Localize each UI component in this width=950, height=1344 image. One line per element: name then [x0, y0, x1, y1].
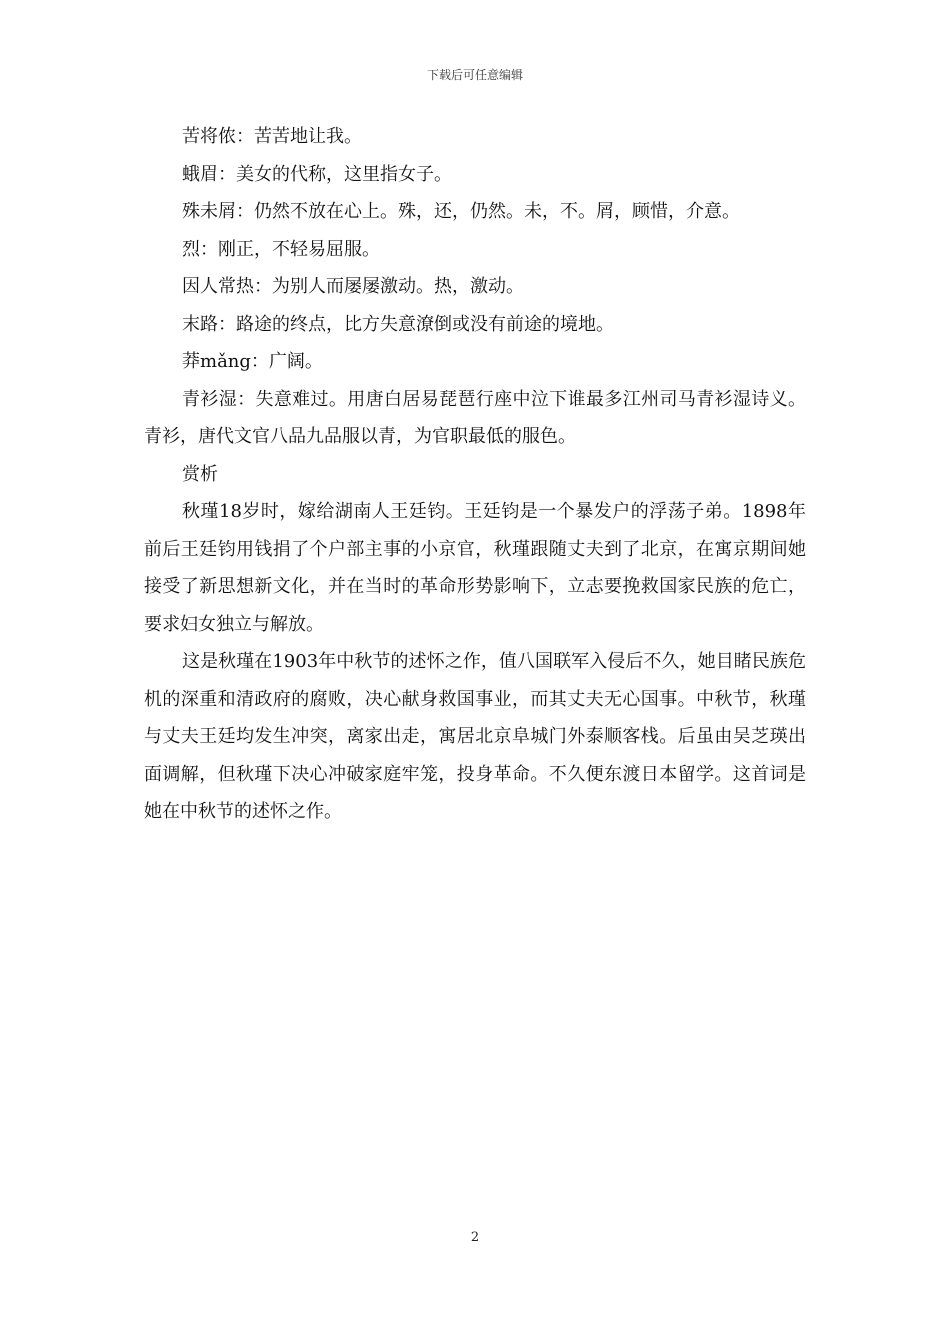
note-item: 莽mǎng：广阔。	[182, 351, 323, 372]
note-item: 蛾眉：美女的代称，这里指女子。	[182, 163, 452, 185]
note-item: 青衫湿：失意难过。用唐白居易琵琶行座中泣下谁最多江州司马青衫湿诗义。青衫，唐代文官八品九品服以青，为官职最低的服色。	[144, 388, 806, 447]
page-number: 2	[470, 1230, 480, 1245]
note-item: 殊未屑：仍然不放在心上。殊，还，仍然。未，不。屑，顾惜，介意。	[182, 201, 740, 222]
note-item: 烈：刚正，不轻易屈服。	[182, 238, 380, 260]
note-item: 苦将侬：苦苦地让我。	[182, 126, 362, 147]
page-header: 下载后可任意编辑	[426, 68, 523, 82]
analysis-paragraph: 秋瑾18岁时，嫁给湖南人王廷钧。王廷钧是一个暴发户的浮荡子弟。1898年前后王廷钧用钱捐了个户部主事的小京官，秋瑾跟随丈夫到了北京，在寓京期间她接受了新思想新文化，并在当时的革命形势影响下，立志要挽救国家民族的危亡，要求妇女独立与解放。	[144, 501, 806, 635]
note-item: 因人常热：为别人而屡屡激动。热，激动。	[182, 276, 524, 297]
document-body	[144, 118, 806, 831]
analysis-paragraph: 这是秋瑾在1903年中秋节的述怀之作，值八国联军入侵后不久，她目睹民族危机的深重和清政府的腐败，决心献身救国事业，而其丈夫无心国事。中秋节，秋瑾与丈夫王廷均发生冲突，离家出走，寓居北京阜城门外泰顺客栈。后虽由吴芝瑛出面调解，但秋瑾下决心冲破家庭牢笼，投身革命。不久便东渡日本留学。这首词是她在中秋节的述怀之作。	[144, 651, 806, 822]
note-item: 末路：路途的终点，比方失意潦倒或没有前途的境地。	[182, 313, 614, 335]
section-heading: 赏析	[182, 463, 218, 485]
